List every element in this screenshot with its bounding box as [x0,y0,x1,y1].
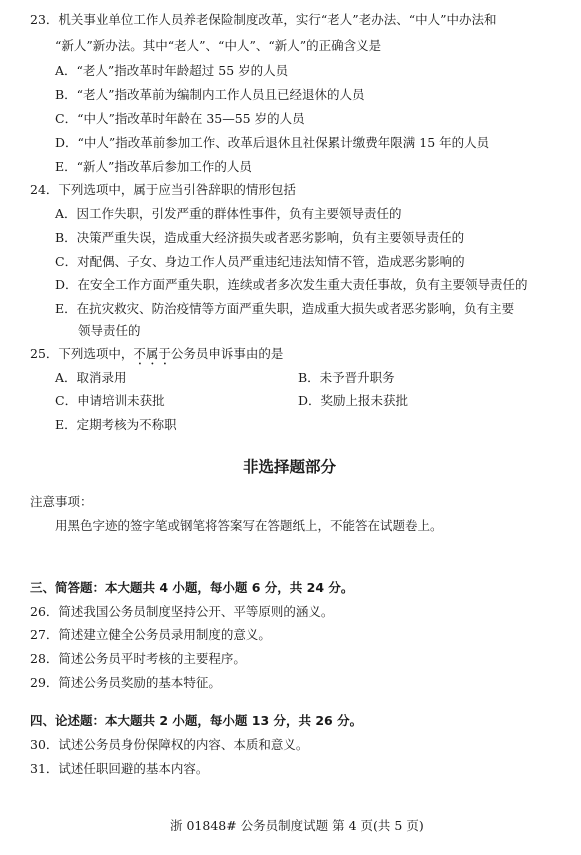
q25-stem-emphasis: 不属于 [133,346,171,361]
q29: 29．简述公务员奖励的基本特征。 [30,675,221,690]
q23-option-d: D．“中人”指改革前参加工作、改革后退休且社保累计缴费年限满 15 年的人员 [55,135,490,150]
notice-text: 用黑色字迹的签字笔或钢笔将答案写在答题纸上，不能答在试题卷上。 [55,518,443,533]
q23-option-b: B．“老人”指改革前为编制内工作人员且已经退休的人员 [55,87,365,102]
q24-option-a: A．因工作失职，引发严重的群体性事件，负有主要领导责任的 [55,206,402,221]
q23-option-a: A．“老人”指改革时年龄超过 55 岁的人员 [55,63,289,78]
q25-option-c: C．申请培训未获批 [55,393,165,408]
q28: 28．简述公务员平时考核的主要程序。 [30,651,246,666]
q25-stem-suffix: 公务员申诉事由的是 [170,346,284,361]
q24-option-e: E．在抗灾救灾、防治疫情等方面严重失职，造成重大损失或者恶劣影响，负有主要 [55,301,515,316]
section4-title: 四、论述题：本大题共 2 小题，每小题 13 分，共 26 分。 [30,713,363,728]
q25-option-b: B．未予晋升职务 [298,370,395,385]
q24-stem: 24．下列选项中，属于应当引咎辞职的情形包括 [30,182,296,197]
q23-option-c: C．“中人”指改革时年龄在 35—55 岁的人员 [55,111,305,126]
non-choice-title: 非选择题部分 [243,458,337,476]
q23-stem-line1: 23．机关事业单位工作人员养老保险制度改革，实行“老人”老办法、“中人”中办法和 [30,12,497,27]
q23-option-e: E．“新人”指改革后参加工作的人员 [55,159,252,174]
q26: 26．简述我国公务员制度坚持公开、平等原则的涵义。 [30,604,334,619]
notice-label: 注意事项： [30,494,93,509]
q23-stem-line2: “新人”新办法。其中“老人”、“中人”、“新人”的正确含义是 [55,38,382,53]
q24-option-e-continued: 领导责任的 [78,323,141,338]
q31: 31．试述任职回避的基本内容。 [30,761,209,776]
q25-option-a: A．取消录用 [55,370,127,385]
q25-option-e: E．定期考核为不称职 [55,417,177,432]
q25-option-d: D．奖励上报未获批 [298,393,409,408]
q24-option-b: B．决策严重失误，造成重大经济损失或者恶劣影响，负有主要领导责任的 [55,230,465,245]
q27: 27．简述建立健全公务员录用制度的意义。 [30,627,271,642]
q25-stem [30,346,283,368]
q24-option-d: D．在安全工作方面严重失职，连续或者多次发生重大责任事故，负有主要领导责任的 [55,277,528,292]
q24-option-c: C．对配偶、子女、身边工作人员严重违纪违法知情不管，造成恶劣影响的 [55,254,465,269]
section3-title: 三、简答题：本大题共 4 小题，每小题 6 分，共 24 分。 [30,580,354,595]
q25-stem-prefix: 25．下列选项中， [30,346,134,361]
page-footer: 浙 01848# 公务员制度试题 第 4 页(共 5 页) [170,818,424,833]
q30: 30．试述公务员身份保障权的内容、本质和意义。 [30,737,309,752]
